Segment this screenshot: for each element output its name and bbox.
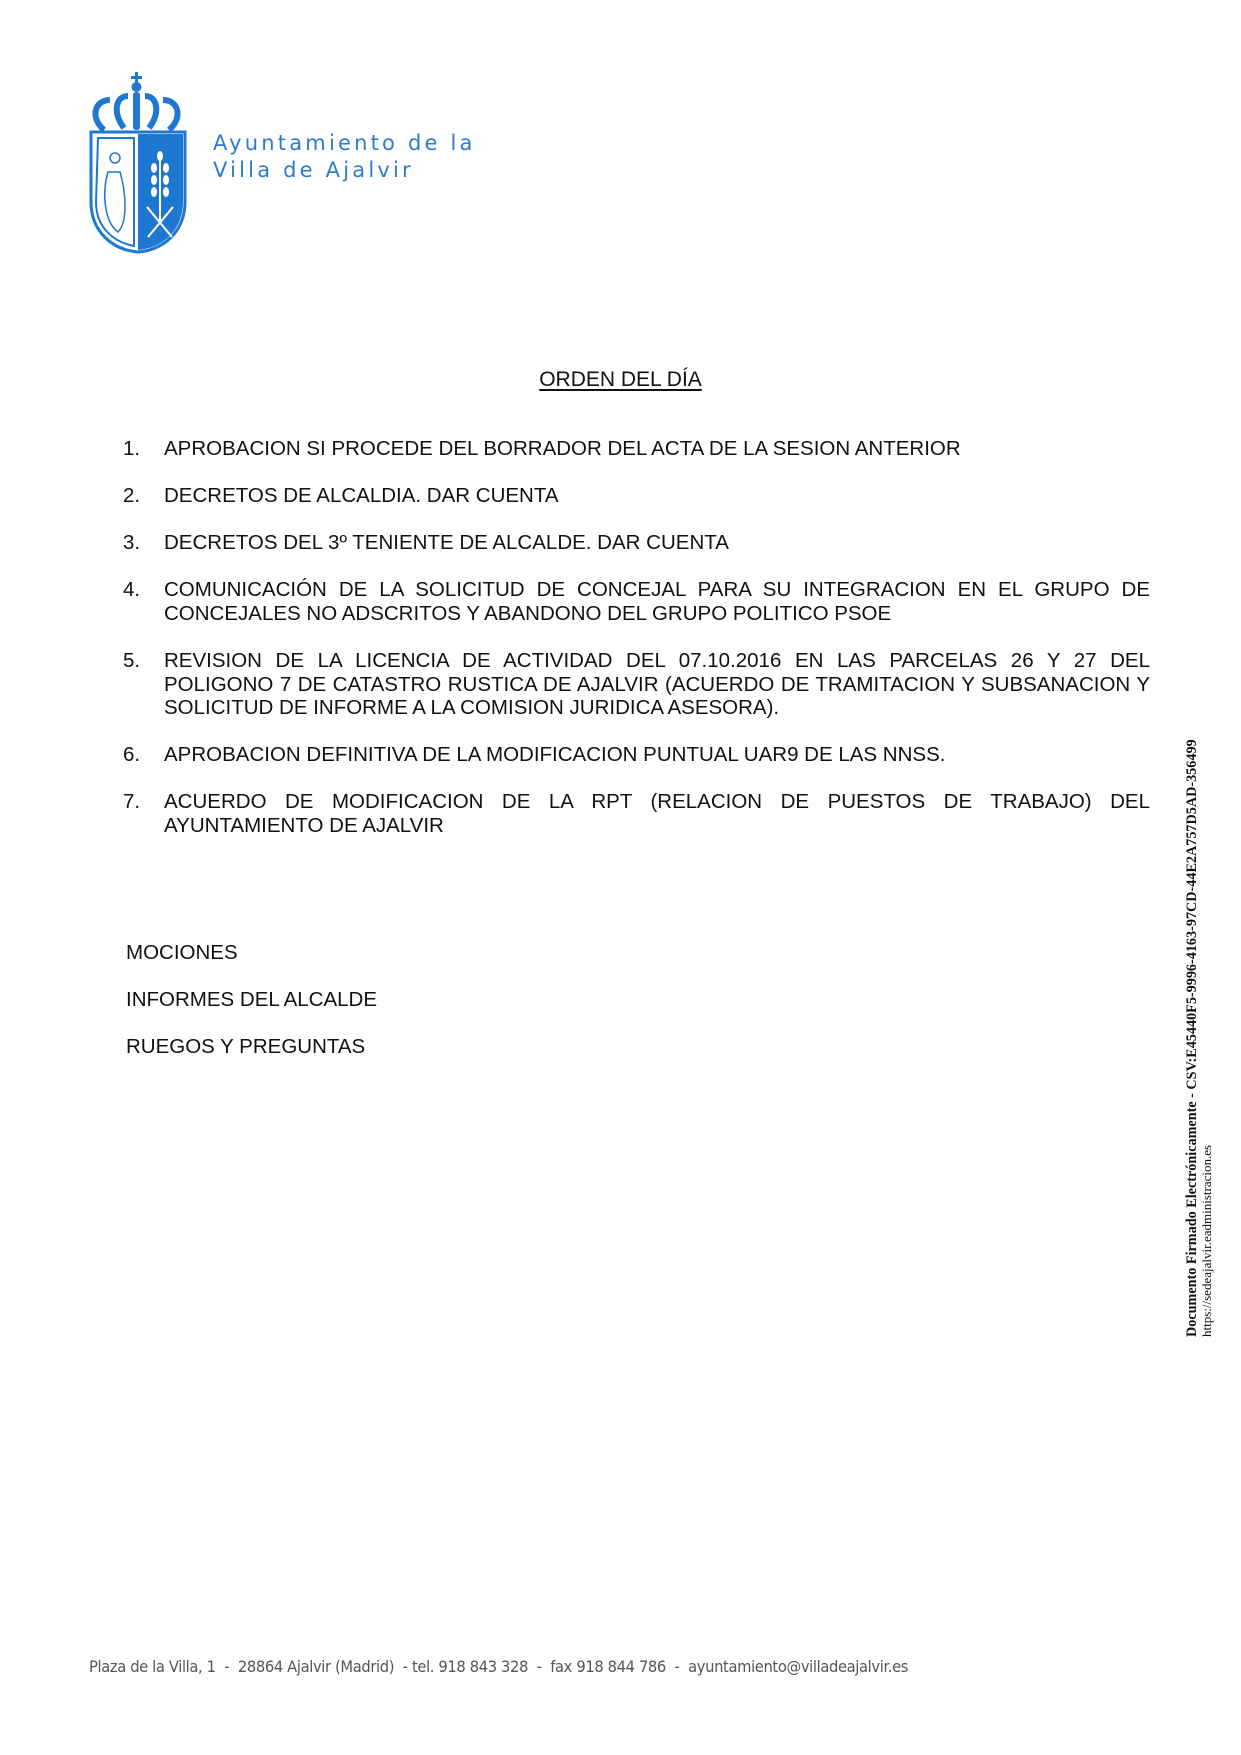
agenda-item bbox=[123, 484, 1150, 508]
signature-csv: Documento Firmado Electrónicamente - CSV:E45440F5-9996-4163-97CD-44E2A757D5AD-356499 bbox=[1184, 739, 1200, 1337]
signature-url: https://sedeajalvir.eadministracion.es bbox=[1199, 1144, 1214, 1337]
item-number: 7. bbox=[123, 790, 141, 813]
coat-of-arms-logo bbox=[88, 72, 188, 256]
title-text: ORDEN DEL DÍA bbox=[539, 368, 702, 391]
agenda-item bbox=[123, 743, 1150, 767]
item-text: DECRETOS DE ALCALDIA. DAR CUENTA bbox=[164, 484, 559, 507]
footer-contact: Plaza de la Villa, 1 - 28864 Ajalvir (Madrid) - tel. 918 843 328 - fax 918 844 786 - ayuntamiento@villadeajalvir.es bbox=[89, 1657, 909, 1676]
org-name-line1: Ayuntamiento de la bbox=[213, 131, 476, 155]
agenda-item bbox=[123, 578, 1150, 625]
agenda-item bbox=[123, 790, 1150, 837]
section-informes: INFORMES DEL ALCALDE bbox=[126, 988, 378, 1011]
item-number: 5. bbox=[123, 649, 141, 672]
item-text: COMUNICACIÓN DE LA SOLICITUD DE CONCEJAL PARA SU INTEGRACION EN EL GRUPO DE CONCEJALES NO ADSCRITOS Y ABANDONO DEL GRUPO POLITICO PSOE bbox=[164, 578, 1150, 625]
section-ruegos: RUEGOS Y PREGUNTAS bbox=[126, 1035, 366, 1058]
item-text: ACUERDO DE MODIFICACION DE LA RPT (RELACION DE PUESTOS DE TRABAJO) DEL AYUNTAMIENTO DE AJALVIR bbox=[164, 790, 1150, 837]
agenda-item bbox=[123, 531, 1150, 555]
item-number: 6. bbox=[123, 743, 141, 766]
item-number: 3. bbox=[123, 531, 141, 554]
section-mociones: MOCIONES bbox=[126, 941, 238, 964]
agenda-item bbox=[123, 649, 1150, 720]
agenda-item bbox=[123, 437, 1150, 461]
item-number: 4. bbox=[123, 578, 141, 601]
item-number: 1. bbox=[123, 437, 141, 460]
page-title bbox=[0, 368, 1241, 392]
item-text: REVISION DE LA LICENCIA DE ACTIVIDAD DEL 07.10.2016 EN LAS PARCELAS 26 Y 27 DEL POLIGONO 7 DE CATASTRO RUSTICA DE AJALVIR (ACUERDO DE TRAMITACION Y SUBSANACION Y SOLICITUD DE INFORME A LA COMISION JURIDICA ASESORA). bbox=[164, 649, 1150, 719]
org-name-line2: Villa de Ajalvir bbox=[213, 158, 414, 182]
item-text: DECRETOS DEL 3º TENIENTE DE ALCALDE. DAR CUENTA bbox=[164, 531, 729, 554]
item-text: APROBACION SI PROCEDE DEL BORRADOR DEL ACTA DE LA SESION ANTERIOR bbox=[164, 437, 961, 460]
item-text: APROBACION DEFINITIVA DE LA MODIFICACION PUNTUAL UAR9 DE LAS NNSS. bbox=[164, 743, 946, 766]
item-number: 2. bbox=[123, 484, 141, 507]
